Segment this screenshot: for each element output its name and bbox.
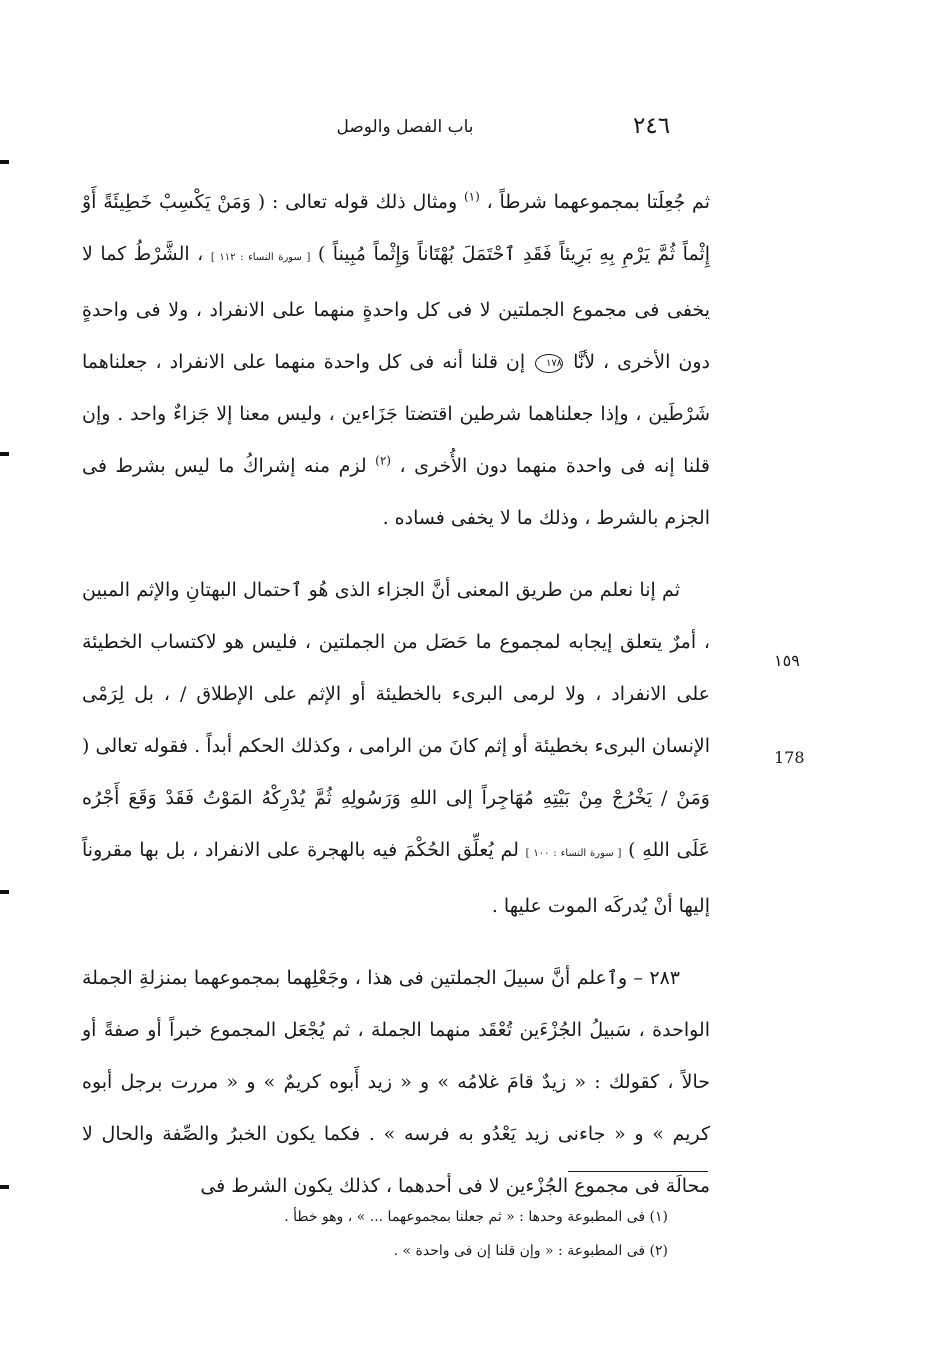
p1-text-3: ، الشَّرْطُ كما لا يخفى فى مجموع الجملتين لا فى كل واحدةٍ منهما على الانفراد ، ولا فى واحدةٍ دون الأخرى ، لأنَّا	[82, 243, 710, 373]
paragraph-3	[82, 952, 710, 1212]
paragraph-1	[82, 176, 710, 544]
footnote-divider	[568, 1171, 708, 1172]
footnotes	[140, 1200, 668, 1268]
margin-reference-178: 178	[774, 748, 805, 767]
p2-text-2: لم يُعلِّق الحُكْمَ فيه بالهجرة على الانفراد ، بل بها مقروناً إليها أنْ يُدركَه الموت عليها .	[82, 839, 710, 917]
quran-reference-1: [ سورة النساء : ١١٢ ]	[210, 252, 311, 263]
quran-reference-2: [ سورة النساء : ١٠٠ ]	[525, 848, 622, 859]
footnote-ref-2: (٢)	[375, 453, 391, 468]
running-title: باب الفصل والوصل	[336, 117, 474, 137]
margin-reference-159: ١٥٩	[774, 651, 800, 670]
page-marker-circle: ١٧٨	[535, 354, 563, 373]
p1-text-5: لزم منه إشراكُ ما ليس بشرط فى الجزم بالشرط ، وذلك ما لا يخفى فساده .	[82, 455, 710, 529]
page-number: ٢٤٦	[633, 113, 671, 139]
paragraph-2	[82, 564, 710, 932]
footnote-1: (١) فى المطبوعة وحدها : « ثم جعلنا بمجموعهما ... » ، وهو خطأ .	[284, 1209, 668, 1225]
edge-mark	[0, 452, 9, 456]
edge-mark	[0, 160, 9, 164]
p1-text-1: ثم جُعِلَتا بمجموعهما شرطاً ،	[486, 191, 710, 213]
p2-text-1: ثم إنا نعلم من طريق المعنى أنَّ الجزاء الذى هُو ٱحتمال البهتانِ والإثم المبين ، أمرٌ يتعلق إيجابه لمجموع ما حَصَل من الجملتين ، فليس هو لاكتساب الخطيئة على الانفراد ، ولا لرمى البرىء بالخطيئة أو الإثم على الإطلاق / ، بل لِرَمْى الإنسان البرىء بخطيئة أو إثم كانَ من الرامى ، وكذلك الحكم أبداً . فقوله تعالى ( وَمَنْ / يَخْرُجْ مِنْ بَيْتِهِ مُهَاجِراً إلى اللهِ وَرَسُولِهِ ثُمَّ يُدْرِكْهُ المَوْتُ فَقَدْ وَقَعَ أَجْرُه عَلَى اللهِ )	[82, 579, 710, 861]
p1-text-2: ومثال ذلك قوله تعالى : ( وَمَنْ يَكْسِبْ خَطِيئَةً أَوْ إِثْماً ثُمَّ يَرْمِ بِهِ بَرِيئاً فَقَدِ ٱحْتَمَلَ بُهْتَاناً وَإِثْماً مُبِيناً )	[82, 191, 711, 265]
main-text	[82, 176, 710, 1212]
p1-text-4: إن قلنا أنه فى كل واحدة منهما على الانفراد ، جعلناهما شَرْطَين ، وإذا جعلناهما شرطين اقتضتا جَزَاءين ، وليس معنا إلا جَزاءٌ واحد . وإن قلنا إنه فى واحدة منهما دون الأُخرى ،	[82, 351, 710, 477]
footnote-ref-1: (١)	[463, 189, 480, 204]
edge-mark	[0, 1185, 9, 1189]
footnote-2: (٢) فى المطبوعة : « وإن قلنا إن فى واحدة » .	[393, 1243, 668, 1259]
edge-mark	[0, 890, 9, 894]
p3-text-1: ٢٨٣ – وٱعلم أنَّ سبيلَ الجملتين فى هذا ، وجَعْلِهما بمجموعهما بمنزلةِ الجملة الواحدة ، سَبيلُ الجُزْءَين تُعْقَد منهما الجملة ، ثم يُجْعَل المجموع خبراً أو صفةً أو حالاً ، كقولك : « زيدٌ قامَ غلامُه » و « زيد أَبوه كريمٌ » و « مررت برجل أبوه كريم » و « جاءنى زيد يَعْدُو به فرسه » . فكما يكون الخبرُ والصِّفة والحال لا محالَة فى مجموع الجُزْءين لا فى أحدهما ، كذلك يكون الشرط فى	[82, 967, 710, 1197]
